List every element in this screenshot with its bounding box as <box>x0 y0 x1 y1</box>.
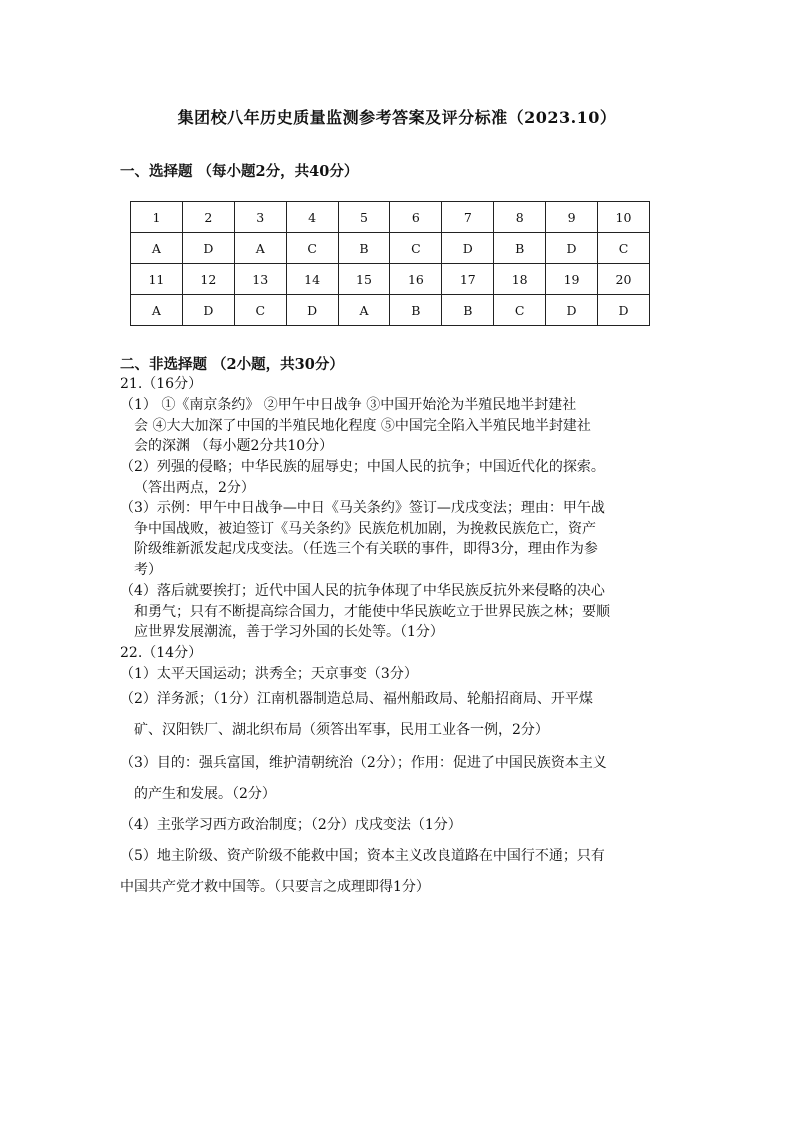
text-line: （2）洋务派；（1分）江南机器制造总局、福州船政局、轮船招商局、开平煤 <box>120 691 593 707</box>
table-cell: C <box>494 295 546 326</box>
table-cell: 16 <box>390 264 442 295</box>
text-line: （5）地主阶级、资产阶级不能救中国；资本主义改良道路在中国行不通；只有 <box>120 848 605 864</box>
section-2-heading: 二、非选择题 （2小题，共30分） <box>120 356 344 373</box>
table-cell: 7 <box>442 202 494 233</box>
text-line: （2）列强的侵略；中华民族的屈辱史；中国人民的抗争；中国近代化的探索。 <box>120 459 605 475</box>
table-cell: D <box>442 233 494 264</box>
text-line: （3）目的：强兵富国，维护清朝统治（2分）；作用：促进了中国民族资本主义 <box>120 755 607 771</box>
text-line: 的产生和发展。（2分） <box>134 786 276 802</box>
table-cell: A <box>131 295 183 326</box>
table-cell: C <box>234 295 286 326</box>
table-cell: 20 <box>598 264 650 295</box>
text-line: 会 ④大大加深了中国的半殖民地化程度 ⑤中国完全陷入半殖民地半封建社 <box>134 417 591 434</box>
q21-part1 <box>120 395 680 457</box>
table-cell: B <box>442 295 494 326</box>
q22-part3 <box>120 748 680 810</box>
table-cell: D <box>546 233 598 264</box>
q22-part4 <box>120 810 680 841</box>
table-row <box>131 202 650 233</box>
text-line: （3）示例：甲午中日战争—中日《马关条约》签订—戊戌变法；理由：甲午战 <box>120 500 605 516</box>
table-cell: 2 <box>182 202 234 233</box>
table-row <box>131 295 650 326</box>
table-cell: A <box>131 233 183 264</box>
text-line: （4）落后就要挨打；近代中国人民的抗争体现了中华民族反抗外来侵略的决心 <box>120 583 605 599</box>
table-cell: A <box>338 295 390 326</box>
q21-heading: 21.（16分） <box>120 376 203 392</box>
page-title: 集团校八年历史质量监测参考答案及评分标准（2023.10） <box>177 108 617 127</box>
q22-part2 <box>120 684 680 746</box>
table-cell: D <box>182 295 234 326</box>
text-line: 中国共产党才救中国等。（只要言之成理即得1分） <box>120 879 430 895</box>
table-cell: B <box>390 295 442 326</box>
table-cell: A <box>234 233 286 264</box>
table-cell: 11 <box>131 264 183 295</box>
text-line: （1）太平天国运动；洪秀全；天京事变（3分） <box>120 666 418 682</box>
table-cell: C <box>286 233 338 264</box>
text-line: （1） ①《南京条约》 ②甲午中日战争 ③中国开始沦为半殖民地半封建社 <box>120 397 577 413</box>
table-cell: B <box>338 233 390 264</box>
table-cell: 19 <box>546 264 598 295</box>
q21-part4 <box>120 581 680 643</box>
text-line: 阶级维新派发起戊戌变法。（任选三个有关联的事件，即得3分，理由作为参 <box>134 541 598 557</box>
text-line: （4）主张学习西方政治制度；（2分）戊戌变法（1分） <box>120 817 462 833</box>
text-line: 争中国战败，被迫签订《马关条约》民族危机加剧，为挽救民族危亡，资产 <box>134 520 596 537</box>
table-cell: 1 <box>131 202 183 233</box>
table-cell: 13 <box>234 264 286 295</box>
table-cell: 14 <box>286 264 338 295</box>
table-cell: 10 <box>598 202 650 233</box>
text-line: 考） <box>134 561 162 578</box>
table-cell: C <box>598 233 650 264</box>
table-cell: 18 <box>494 264 546 295</box>
q21-part3 <box>120 498 680 580</box>
table-row <box>131 264 650 295</box>
table-cell: D <box>286 295 338 326</box>
table-row <box>131 233 650 264</box>
table-cell: D <box>546 295 598 326</box>
table-cell: 12 <box>182 264 234 295</box>
table-cell: D <box>598 295 650 326</box>
table-cell: 6 <box>390 202 442 233</box>
table-cell: 4 <box>286 202 338 233</box>
text-line: 矿、汉阳铁厂、湖北织布局（须答出军事，民用工业各一例，2分） <box>134 722 549 738</box>
table-cell: 17 <box>442 264 494 295</box>
answer-table <box>130 201 650 326</box>
table-cell: 9 <box>546 202 598 233</box>
q22-heading: 22.（14分） <box>120 645 203 661</box>
section-1-heading: 一、选择题 （每小题2分，共40分） <box>120 163 359 180</box>
table-cell: 3 <box>234 202 286 233</box>
text-line: 和勇气；只有不断提高综合国力，才能使中华民族屹立于世界民族之林；要顺 <box>134 603 610 620</box>
table-cell: 5 <box>338 202 390 233</box>
text-line: （答出两点，2分） <box>134 479 255 496</box>
table-cell: 8 <box>494 202 546 233</box>
table-cell: 15 <box>338 264 390 295</box>
table-cell: B <box>494 233 546 264</box>
table-cell: D <box>182 233 234 264</box>
text-line: 应世界发展潮流，善于学习外国的长处等。（1分） <box>134 624 444 640</box>
text-line: 会的深渊 （每小题2分共10分） <box>134 438 334 454</box>
table-cell: C <box>390 233 442 264</box>
q22-part1 <box>120 664 680 685</box>
q22-part5 <box>120 841 680 903</box>
q21-part2 <box>120 457 680 498</box>
